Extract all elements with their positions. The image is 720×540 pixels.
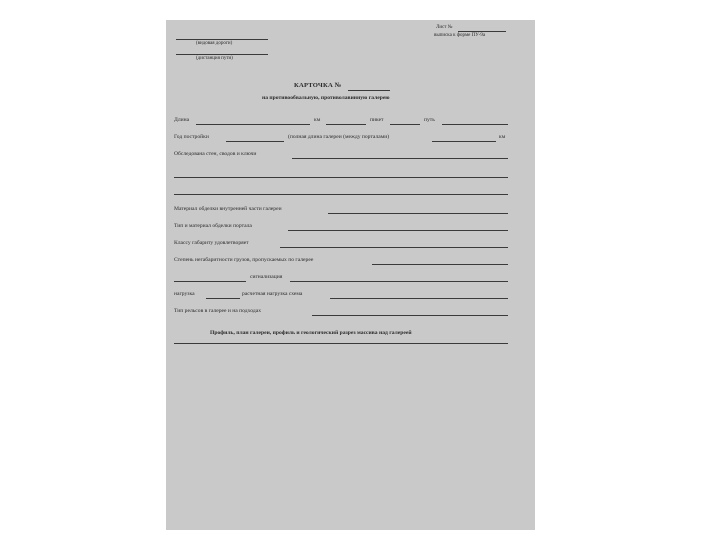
road-caption: (видовая дороги) [196,41,233,46]
blank-line-2 [174,194,508,195]
track-label: путь [424,117,435,123]
location-label: Длина [174,117,190,123]
division-caption: (дистанция пути) [196,56,233,61]
material-portal-line [288,230,508,231]
length-note: (полная длина галереи (между порталами) [288,134,390,140]
load-class-label: Классу габариту удовлетворяет [174,240,249,246]
material-outer-line [328,213,508,214]
enclosure-label: Обследована стен, сводов и ключи [174,151,257,157]
signaling-line [290,281,508,282]
load-class-line [280,247,508,248]
signaling-label: сигнализация [250,274,283,280]
sheet-number-line [458,31,506,32]
track-line [442,124,508,125]
clearance-label: Степень негабаритности грузов, пропускаемых по галерее [174,257,314,263]
road-name-line [176,39,268,40]
under-load-line [206,298,240,299]
signaling-pre-line [174,281,246,282]
year-built-line [226,141,284,142]
material-portal-label: Тип и материал обделки портала [174,223,252,229]
picket-line [390,124,420,125]
division-line [176,54,268,55]
length-line [432,141,496,142]
picket-label: пикет [370,117,384,123]
card-subtitle: на противообвальную, противолавинную галерею [262,95,390,101]
design-load-label: расчетная нагрузка схема [242,291,303,297]
blank-line-1 [174,177,508,178]
profile-heading: Профиль, план галереи, профиль и геологический разрез массива над галереей [210,330,412,336]
material-outer-label: Материал обделки внутренней части галереи [174,206,282,212]
km-label: км [314,117,321,123]
appendix-text: выписка к форме ПУ-9а [434,33,486,38]
km-unit: км [499,134,506,140]
profile-heading-rule [174,343,508,344]
document-sheet [166,20,535,530]
rail-type-label: Тип рельсов в галерее и на подходах [174,308,261,314]
design-load-line [330,298,508,299]
card-title: КАРТОЧКА № [294,82,342,89]
card-number-line [348,90,390,91]
under-load-label: нагрузка [174,291,195,297]
location-line [196,124,310,125]
km-line [326,124,366,125]
clearance-line [372,264,508,265]
year-built-label: Год постройки [174,134,209,140]
enclosure-line [292,158,508,159]
sheet-number-label: Лист № [436,25,453,30]
rail-type-line [312,315,508,316]
